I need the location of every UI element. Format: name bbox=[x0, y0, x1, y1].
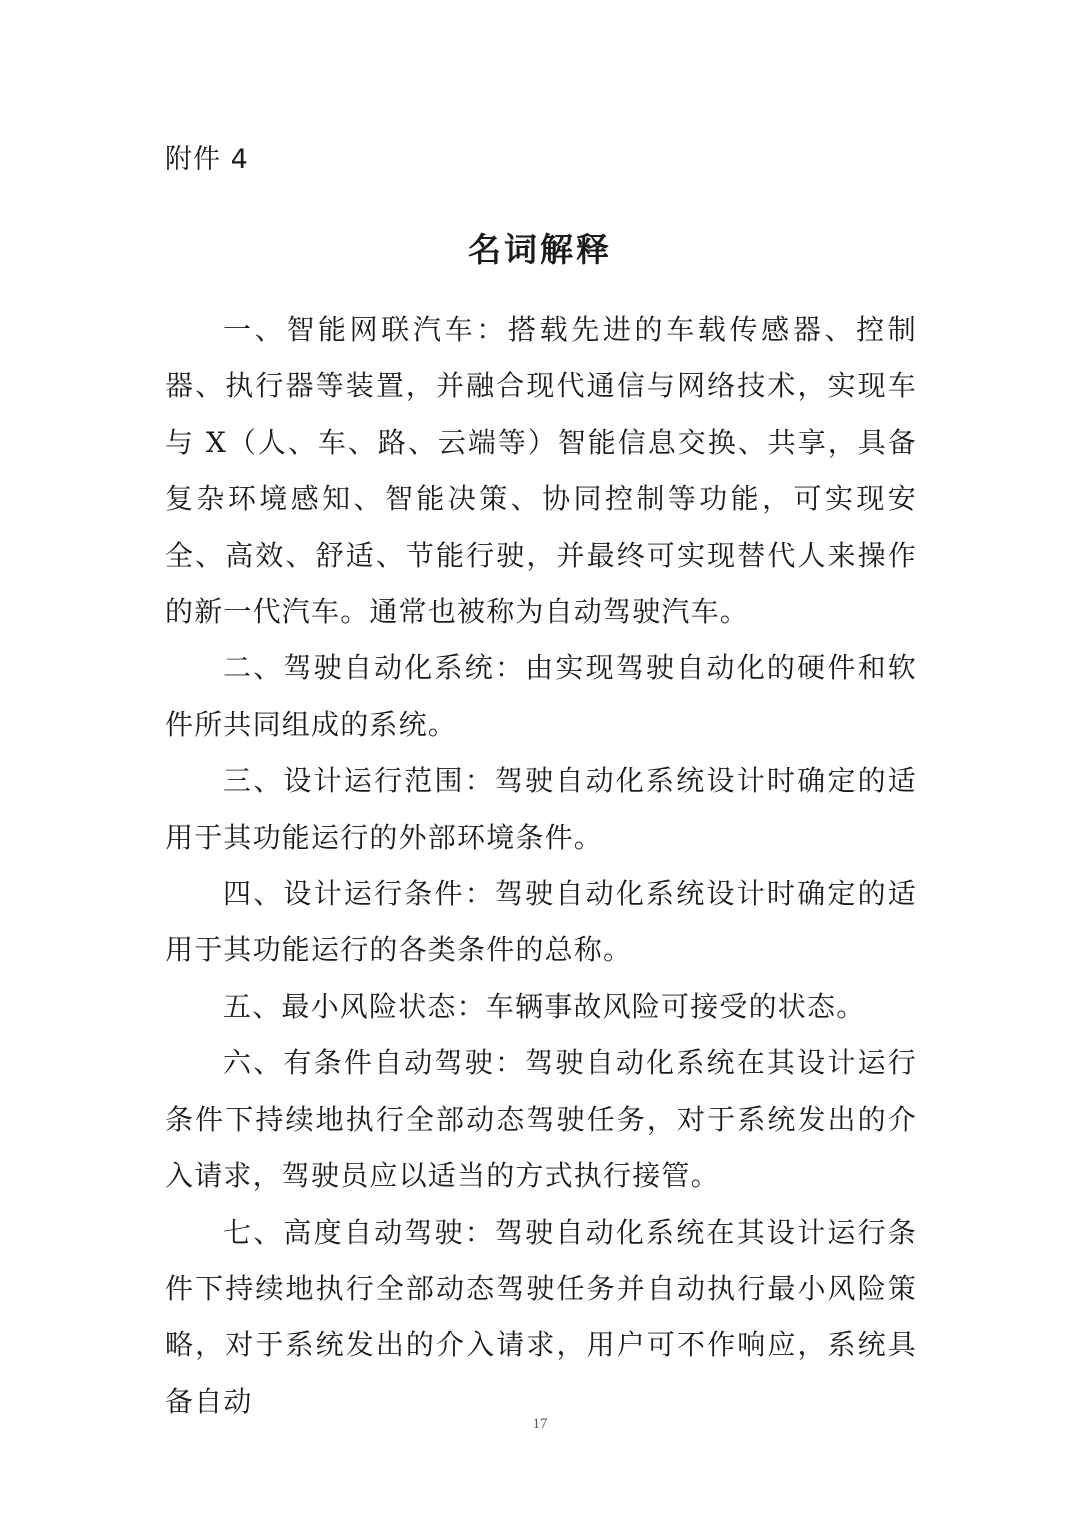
definition-paragraph: 一、智能网联汽车：搭载先进的车载传感器、控制器、执行器等装置，并融合现代通信与网络技术，实现车与 X（人、车、路、云端等）智能信息交换、共享，具备复杂环境感知、智能决策、协同控制等功能，可实现安全、高效、舒适、节能行驶，并最终可实现替代人来操作的新一代汽车。通常也被称为自动驾驶汽车。 bbox=[165, 313, 917, 629]
document-title: 名词解释 bbox=[468, 230, 612, 269]
definition-paragraph: 六、有条件自动驾驶：驾驶自动化系统在其设计运行条件下持续地执行全部动态驾驶任务，对于系统发出的介入请求，驾驶员应以适当的方式执行接管。 bbox=[165, 1046, 917, 1193]
attachment-label: 附件 4 bbox=[165, 144, 249, 175]
definition-paragraph: 七、高度自动驾驶：驾驶自动化系统在其设计运行条件下持续地执行全部动态驾驶任务并自动执行最小风险策略，对于系统发出的介入请求，用户可不作响应，系统具备自动 bbox=[165, 1215, 917, 1418]
definition-paragraph: 二、驾驶自动化系统：由实现驾驶自动化的硬件和软件所共同组成的系统。 bbox=[165, 651, 917, 741]
definition-paragraph: 五、最小风险状态：车辆事故风险可接受的状态。 bbox=[223, 989, 866, 1023]
definition-paragraph: 四、设计运行条件：驾驶自动化系统设计时确定的适用于其功能运行的各类条件的总称。 bbox=[165, 877, 917, 967]
document-body bbox=[165, 302, 917, 1430]
page-number: 17 bbox=[532, 1416, 548, 1432]
definition-paragraph: 三、设计运行范围：驾驶自动化系统设计时确定的适用于其功能运行的外部环境条件。 bbox=[165, 764, 917, 854]
